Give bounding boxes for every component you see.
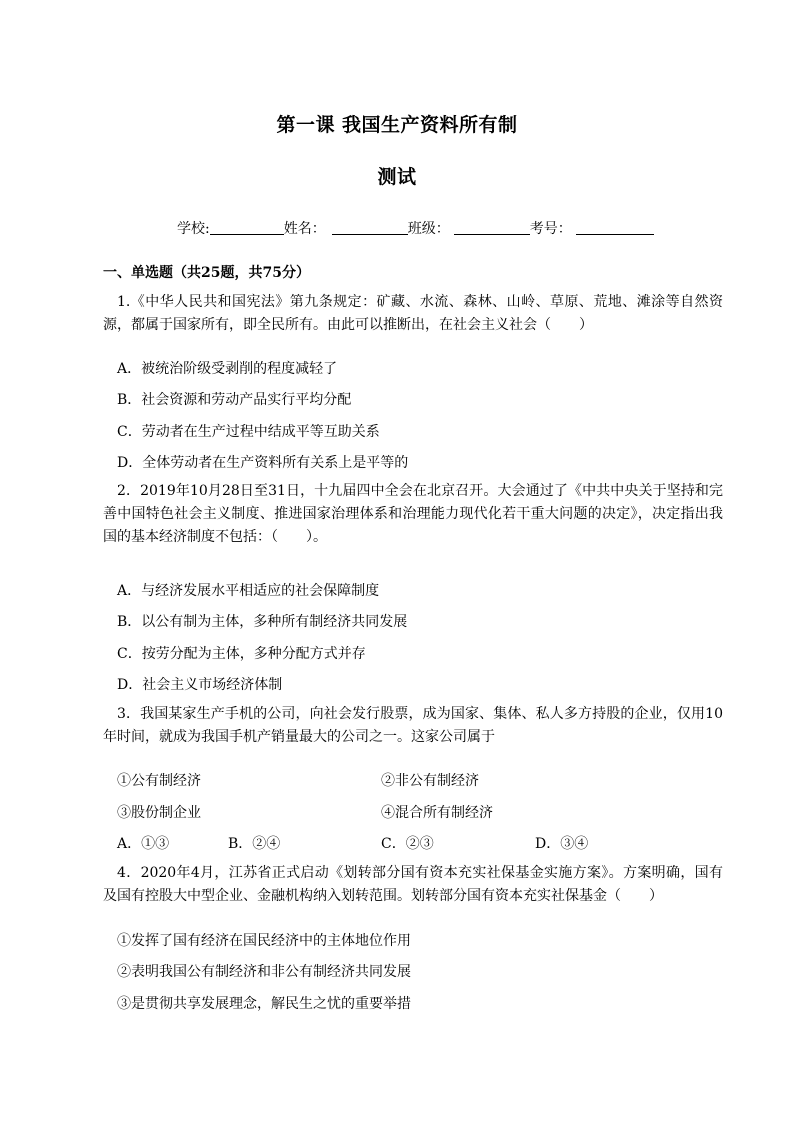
school-blank[interactable] bbox=[210, 220, 284, 235]
school-label: 学校: bbox=[177, 221, 210, 237]
section-header: 一、单选题（共25题，共75分） bbox=[103, 265, 310, 281]
q2-stem: 2．2019年10月28日至31日，十九届四中全会在北京召开。大会通过了《中共中央关于坚持和完善中国特色社会主义制度、推进国家治理体系和治理能力现代化若干重大问题的决定》，决定指出我国的基本经济制度不包括：（ ）。 bbox=[103, 483, 723, 545]
q4-stem: 4．2020年4月，江苏省正式启动《划转部分国有资本充实社保基金实施方案》。方案明确，国有及国有控股大中型企业、金融机构纳入划转范围。划转部分国有资本充实社保基金（ ） bbox=[103, 865, 723, 904]
q4-item-1: ①发挥了国有经济在国民经济中的主体地位作用 bbox=[117, 933, 411, 949]
q3-choice-c[interactable]: C．②③ bbox=[381, 836, 434, 852]
q2-option-c[interactable]: C．按劳分配为主体，多种分配方式并存 bbox=[117, 646, 366, 662]
q3-choice-a[interactable]: A．①③ bbox=[117, 836, 170, 852]
q1-stem: 1.《中华人民共和国宪法》第九条规定：矿藏、水流、森林、山岭、草原、荒地、滩涂等自然资源，都属于国家所有，即全民所有。由此可以推断出，在社会主义社会（ ） bbox=[103, 294, 723, 333]
q1-option-d[interactable]: D．全体劳动者在生产资料所有关系上是平等的 bbox=[117, 455, 409, 471]
q2-option-a[interactable]: A．与经济发展水平相适应的社会保障制度 bbox=[117, 583, 380, 599]
q3-item-1: ①公有制经济 bbox=[117, 773, 201, 789]
q3-item-3: ③股份制企业 bbox=[117, 805, 201, 821]
q3-item-4: ④混合所有制经济 bbox=[381, 805, 493, 821]
class-blank[interactable] bbox=[454, 220, 530, 235]
exam-no-label: 考号： bbox=[529, 221, 572, 237]
q1-option-b[interactable]: B．社会资源和劳动产品实行平均分配 bbox=[117, 392, 352, 408]
q2-option-d[interactable]: D．社会主义市场经济体制 bbox=[117, 677, 283, 693]
name-blank[interactable] bbox=[332, 220, 408, 235]
q4-item-3: ③是贯彻共享发展理念，解民生之忧的重要举措 bbox=[117, 996, 411, 1012]
page-title: 第一课 我国生产资料所有制 bbox=[276, 114, 518, 136]
q3-stem: 3．我国某家生产手机的公司，向社会发行股票，成为国家、集体、私人多方持股的企业，仅用10年时间，就成为我国手机产销量最大的公司之一。这家公司属于 bbox=[103, 706, 723, 745]
exam-no-blank[interactable] bbox=[576, 220, 654, 235]
q1-option-c[interactable]: C．劳动者在生产过程中结成平等互助关系 bbox=[117, 424, 380, 440]
q2-option-b[interactable]: B．以公有制为主体，多种所有制经济共同发展 bbox=[117, 614, 408, 630]
q1-option-a[interactable]: A．被统治阶级受剥削的程度减轻了 bbox=[117, 361, 338, 377]
q4-item-2: ②表明我国公有制经济和非公有制经济共同发展 bbox=[117, 964, 411, 980]
page-subtitle: 测试 bbox=[377, 166, 417, 188]
q3-choice-d[interactable]: D．③④ bbox=[535, 836, 589, 852]
name-label: 姓名： bbox=[283, 221, 326, 237]
q3-item-2: ②非公有制经济 bbox=[381, 773, 479, 789]
q3-choice-b[interactable]: B．②④ bbox=[228, 836, 281, 852]
class-label: 班级： bbox=[407, 221, 450, 237]
student-info-line bbox=[177, 218, 654, 238]
